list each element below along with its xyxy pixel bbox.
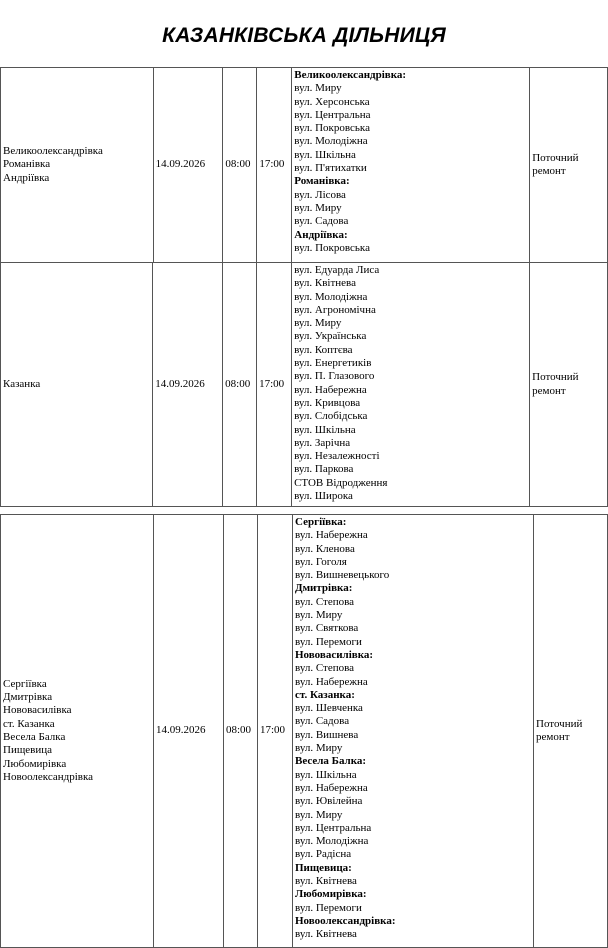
street-item: вул. Вишневецького (295, 569, 390, 582)
settlement-heading: Новоолександрівка: (295, 914, 396, 927)
streets-cell (292, 263, 530, 507)
settlement-name: Любомирівка (3, 757, 67, 770)
street-item: вул. П. Глазового (294, 370, 375, 383)
street-item: вул. Агрономічна (294, 303, 376, 316)
street-item: вул. Квітнева (295, 928, 357, 941)
settlement-heading: Нововасилівка: (295, 648, 374, 661)
street-item: вул. Молодіжна (294, 135, 368, 148)
street-item: вул. Зарічна (294, 436, 351, 449)
settlement-name: Нововасилівка (3, 704, 72, 717)
street-item: вул. Перемоги (295, 635, 362, 648)
end-time-cell: 17:00 (258, 515, 293, 948)
settlement-name: Андріївка (3, 171, 50, 184)
street-item: вул. Миру (294, 82, 342, 95)
street-item: вул. Миру (295, 742, 343, 755)
end-time-cell: 17:00 (257, 263, 292, 507)
settlement-name: Весела Балка (3, 731, 66, 743)
street-item: вул. Миру (294, 317, 342, 330)
settlement-name: Великоолександрівка (3, 145, 103, 158)
schedule-table (0, 262, 608, 507)
street-item: вул. Слобідська (294, 410, 368, 423)
settlement-name: Пищевица (3, 744, 53, 757)
street-item: вул. Миру (294, 201, 342, 214)
street-item: вул. Набережна (294, 383, 367, 396)
street-item: вул. Шкільна (294, 148, 356, 161)
settlement-heading: ст. Казанка: (295, 688, 355, 701)
street-item: СТОВ Відродження (294, 476, 388, 489)
street-item: вул. Коптєва (294, 343, 353, 356)
street-item: вул. Святкова (295, 622, 359, 635)
street-item: вул. Садова (295, 715, 350, 728)
streets-cell (292, 68, 530, 263)
street-item: вул. Центральна (294, 108, 371, 121)
settlement-name: Романівка (3, 158, 51, 171)
settlement-heading: Сергіївка: (295, 516, 347, 528)
settlements-cell (1, 68, 154, 263)
start-time-cell: 08:00 (223, 263, 257, 507)
settlement-name: Новоолександрівка (3, 770, 94, 783)
settlements-cell (1, 263, 153, 507)
street-item: вул. Садова (294, 215, 349, 228)
schedule-table (0, 67, 608, 263)
settlements-cell (1, 515, 154, 948)
settlement-heading: Весела Балка: (295, 755, 367, 768)
street-item: вул. Набережна (295, 781, 368, 794)
streets-cell (293, 515, 534, 948)
date-cell: 14.09.2026 (153, 263, 223, 507)
street-item: вул. Лісова (294, 188, 346, 201)
street-item: вул. П'ятихатки (294, 162, 367, 175)
street-item: вул. Квітнева (294, 277, 356, 290)
street-item: вул. Набережна (295, 529, 368, 542)
street-item: вул. Степова (295, 595, 355, 608)
start-time-cell: 08:00 (224, 515, 258, 948)
street-item: вул. Набережна (295, 675, 368, 688)
street-item: вул. Шкільна (295, 768, 357, 781)
schedule-table (0, 514, 608, 948)
street-item: вул. Покровська (294, 122, 370, 135)
table-row (1, 68, 608, 263)
street-item: вул. Шевченка (295, 702, 363, 715)
street-item: вул. Широка (294, 490, 353, 503)
settlement-name: ст. Казанка (3, 717, 55, 730)
settlement-heading: Андріївка: (294, 228, 348, 241)
street-item: вул. Квітнева (295, 875, 357, 888)
street-item: вул. Радісна (295, 848, 352, 861)
table-row (1, 263, 608, 507)
street-item: вул. Молодіжна (295, 835, 369, 848)
street-item: вул. Кленова (295, 542, 355, 555)
settlement-heading: Дмитрівка: (295, 582, 353, 595)
street-item: вул. Українська (294, 330, 367, 343)
settlement-heading: Великоолександрівка: (294, 69, 407, 81)
street-item: вул. Херсонська (294, 95, 370, 108)
end-time-cell: 17:00 (257, 68, 292, 263)
street-item: вул. Ювілейна (295, 795, 363, 808)
street-item: вул. Шкільна (294, 423, 356, 436)
street-item: вул. Енергетиків (294, 357, 372, 370)
street-item: вул. Кривцова (294, 396, 361, 409)
street-item: вул. Миру (295, 609, 343, 622)
settlement-heading: Пищевица: (295, 861, 352, 874)
settlement-name: Казанка (3, 377, 41, 390)
street-item: вул. Незалежності (294, 450, 380, 463)
settlement-heading: Романівка: (294, 175, 350, 188)
table-row (1, 515, 608, 948)
street-item: вул. Молодіжна (294, 290, 368, 303)
work-type-cell: Поточний ремонт (534, 515, 608, 948)
street-item: вул. Вишнева (295, 728, 359, 741)
date-cell: 14.09.2026 (153, 68, 223, 263)
street-item: вул. Перемоги (295, 901, 362, 914)
street-item: вул. Центральна (295, 821, 372, 834)
street-item: вул. Едуарда Лиса (294, 264, 380, 276)
settlement-name: Сергіївка (3, 677, 47, 690)
street-item: вул. Миру (295, 808, 343, 821)
street-item: вул. Степова (295, 662, 355, 675)
work-type-cell: Поточний ремонт (530, 68, 608, 263)
date-cell: 14.09.2026 (154, 515, 224, 948)
page-title: КАЗАНКІВСЬКА ДІЛЬНИЦЯ (162, 24, 446, 47)
street-item: вул. Паркова (294, 463, 354, 476)
street-item: вул. Покровська (294, 241, 370, 254)
settlement-name: Дмитрівка (3, 691, 53, 704)
settlement-heading: Любомирівка: (295, 888, 367, 901)
start-time-cell: 08:00 (223, 68, 257, 263)
work-type-cell: Поточний ремонт (530, 263, 608, 507)
street-item: вул. Гоголя (295, 555, 347, 568)
